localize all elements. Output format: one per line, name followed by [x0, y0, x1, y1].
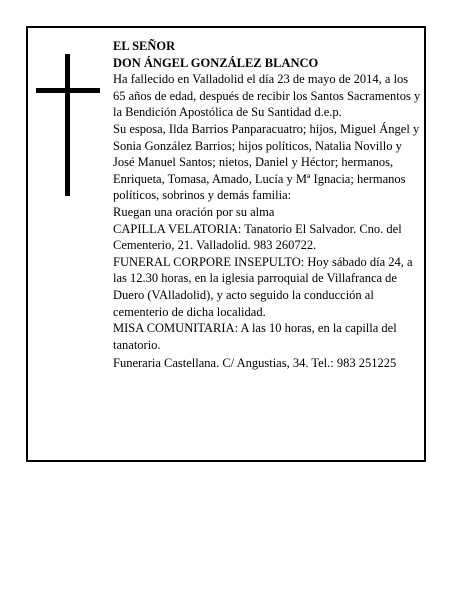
cross-vertical-bar	[65, 54, 70, 196]
cross-horizontal-bar	[36, 88, 100, 93]
cross-icon	[36, 54, 100, 196]
funeral-info: FUNERAL CORPORE INSEPULTO: Hoy sábado día 24, a las 12.30 horas, en la iglesia parroquial de Villafranca de Duero (VAlladolid), y acto seguido la conducción al cementerio de dicha localidad.	[113, 254, 413, 319]
family-list: Su esposa, Ilda Barrios Panparacuatro; hijos, Miguel Ángel y Sonia González Barrios; hijos políticos, Natalia Novillo y José Manuel Santos; nietos, Daniel y Héctor; hermanos, Enriqueta, Tomasa, Amado, Lucía y Mª Ignacia; hermanos políticos, sobrinos y demás familia:	[113, 121, 420, 203]
deceased-name: DON ÁNGEL GONZÁLEZ BLANCO	[113, 55, 319, 70]
obituary-text	[113, 38, 421, 372]
prayer-request: Ruegan una oración por su alma	[113, 204, 275, 219]
funeral-home-info: Funeraria Castellana. C/ Angustias, 34. Tel.: 983 251225	[113, 356, 397, 371]
mass-info: MISA COMUNITARIA: A las 10 horas, en la capilla del tanatorio.	[113, 321, 397, 352]
wake-chapel-info: CAPILLA VELATORIA: Tanatorio El Salvador. Cno. del Cementerio, 21. Valladolid. 983 260722.	[113, 221, 402, 253]
title-line-1: EL SEÑOR	[113, 39, 176, 53]
death-announcement: Ha fallecido en Valladolid el día 23 de mayo de 2014, a los 65 años de edad, después de recibir los Santos Sacramentos y la Bendición Apostólica de Su Santidad d.e.p.	[113, 72, 421, 120]
